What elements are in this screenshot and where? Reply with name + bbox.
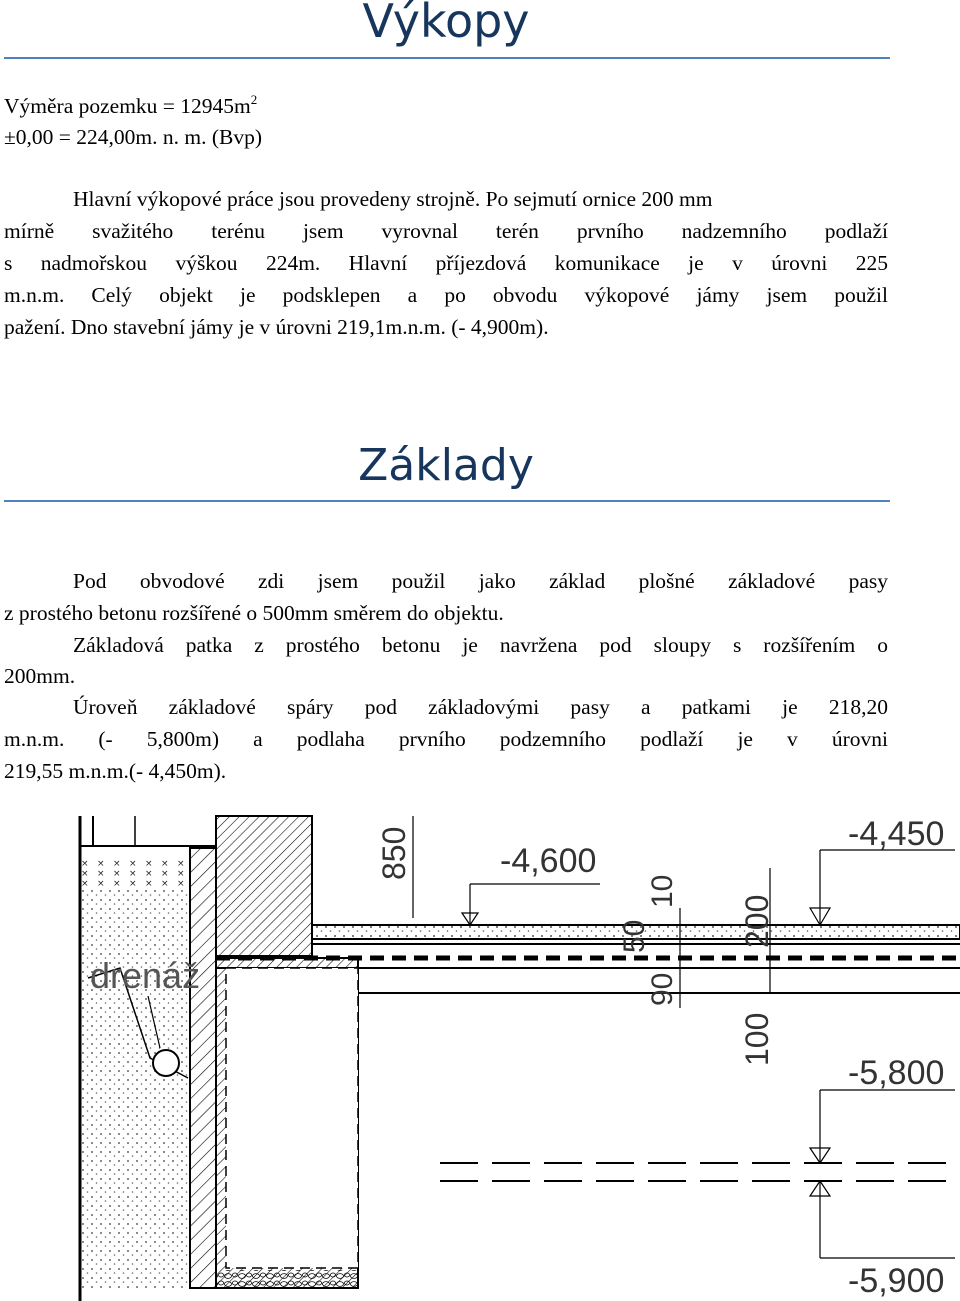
foundation-line-5: Úroveň základové spáry pod základovými pasy a patkami je 218,20 bbox=[73, 695, 888, 719]
foundation-line-7: 219,55 m.n.m.(- 4,450m). bbox=[4, 759, 227, 783]
excavation-line-2: mírně svažitého terénu jsem vyrovnal terén prvního nadzemního podlaží bbox=[4, 219, 888, 243]
heading-rule-1 bbox=[4, 57, 890, 59]
foundation-line-2: z prostého betonu rozšířené o 500mm směrem do objektu. bbox=[4, 601, 504, 625]
dim-100-label: 100 bbox=[739, 1012, 775, 1066]
heading-zaklady: Základy bbox=[358, 440, 534, 491]
inner-wall bbox=[216, 816, 312, 956]
foundation-line-6: m.n.m. (- 5,800m) a podlaha prvního podzemního podlaží je v úrovni bbox=[4, 727, 888, 751]
level-4450-label: -4,450 bbox=[848, 815, 945, 853]
drain-label: drenáž bbox=[90, 955, 201, 996]
dim-10-label: 10 bbox=[646, 874, 679, 908]
gravel-bed bbox=[216, 1270, 358, 1288]
area-text: Výměra pozemku = 12945m bbox=[4, 94, 251, 118]
level-5800-label: -5,800 bbox=[848, 1054, 945, 1092]
foundation-line-4: 200mm. bbox=[4, 664, 76, 688]
excavation-line-3: s nadmořskou výškou 224m. Hlavní příjezdová komunikace je v úrovni 225 bbox=[4, 251, 888, 275]
soil-fill bbox=[80, 890, 190, 1290]
level-4600-label: -4,600 bbox=[500, 842, 597, 880]
heading-vykopy: Výkopy bbox=[362, 0, 530, 48]
dim-50-label: 50 bbox=[618, 919, 651, 953]
area-line bbox=[4, 90, 888, 122]
foundation-detail-drawing bbox=[0, 808, 960, 1301]
foundation-core bbox=[226, 968, 358, 1268]
excavation-line-5: pažení. Dno stavební jámy je v úrovni 219,1m.n.m. (- 4,900m). bbox=[4, 315, 549, 339]
foundation-line-3: Základová patka z prostého betonu je navržena pod sloupy s rozšířením o bbox=[73, 633, 888, 657]
excavation-line-1: Hlavní výkopové práce jsou provedeny strojně. Po sejmutí ornice 200 mm bbox=[73, 187, 713, 211]
foundation-line-1: Pod obvodové zdi jsem použil jako základ plošné základové pasy bbox=[73, 569, 888, 593]
dim-90-label: 90 bbox=[646, 972, 679, 1006]
area-sup: 2 bbox=[250, 92, 258, 107]
drain-pipe bbox=[153, 1050, 179, 1076]
elevation-line: ±0,00 = 224,00m. n. m. (Bvp) bbox=[4, 125, 263, 149]
dim-200-label: 200 bbox=[739, 894, 775, 948]
level-5900-label: -5,900 bbox=[848, 1262, 945, 1300]
excavation-line-4: m.n.m. Celý objekt je podsklepen a po obvodu výkopové jámy jsem použil bbox=[4, 283, 888, 307]
soil-backfill bbox=[80, 856, 190, 888]
outer-wall bbox=[190, 848, 216, 1288]
heading-rule-2 bbox=[4, 500, 890, 502]
dim-850-label: 850 bbox=[376, 826, 412, 880]
